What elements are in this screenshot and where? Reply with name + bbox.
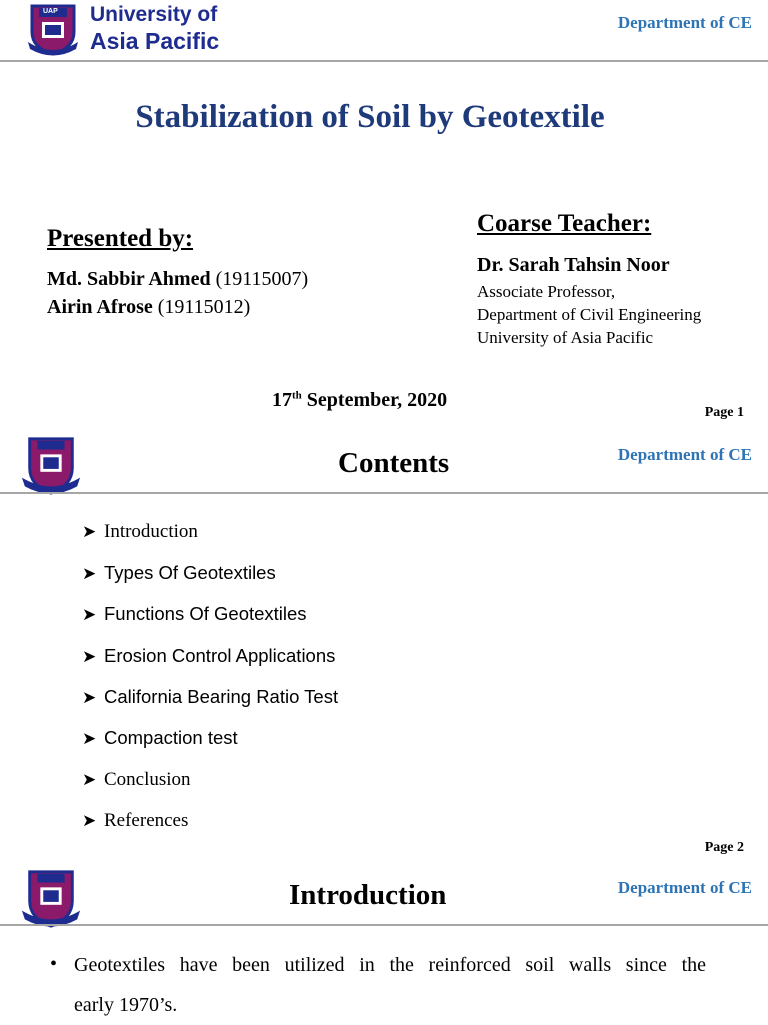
header-divider	[0, 492, 768, 494]
slide-3	[0, 866, 768, 1024]
logo-line-2: Asia Pacific	[90, 28, 220, 54]
list-item-cbr: ➤ California Bearing Ratio Test	[82, 686, 339, 707]
teacher-heading: Coarse Teacher:	[477, 210, 652, 237]
slide-title: Stabilization of Soil by Geotextile	[135, 99, 605, 135]
logo-line-1: University of	[90, 3, 218, 26]
teacher-affiliation	[477, 280, 701, 349]
presentation-date	[272, 389, 447, 412]
list-item-erosion: ➤ Erosion Control Applications	[82, 645, 336, 666]
date-rest: September, 2020	[301, 389, 448, 411]
university-crest-icon	[20, 868, 82, 930]
date-day: 17	[272, 389, 292, 411]
teacher-department: Department of Civil Engineering	[477, 305, 702, 324]
page-number: Page 2	[704, 840, 744, 855]
bullet-point: •	[50, 953, 58, 975]
slide-title: Contents	[338, 447, 450, 479]
logo-badge: UAP	[43, 8, 58, 15]
presented-by-heading: Presented by:	[47, 225, 194, 252]
date-suffix: th	[292, 389, 302, 402]
presenter-1-id: (19115007)	[215, 268, 309, 290]
page-number: Page 1	[704, 405, 744, 420]
university-crest-icon	[20, 435, 82, 497]
arrow-bullet-icon: ➤	[82, 729, 97, 748]
teacher-university: University of Asia Pacific	[477, 328, 654, 347]
slide-1	[0, 0, 768, 433]
slide-2	[0, 433, 768, 866]
presenter-1-name: Md. Sabbir Ahmed	[47, 268, 211, 290]
intro-paragraph	[74, 945, 706, 1025]
arrow-bullet-icon: ➤	[82, 770, 97, 789]
list-item-introduction: ➤ Introduction	[82, 521, 198, 542]
teacher-title: Associate Professor,	[477, 282, 616, 301]
arrow-bullet-icon: ➤	[82, 522, 97, 541]
teacher-name: Dr. Sarah Tahsin Noor	[477, 254, 670, 276]
department-label: Department of CE	[617, 878, 752, 897]
list-item-functions: ➤ Functions Of Geotextiles	[82, 603, 307, 624]
list-item-references: ➤ References	[82, 810, 189, 831]
arrow-bullet-icon: ➤	[82, 811, 97, 830]
presenter-2-name: Airin Afrose	[47, 296, 153, 318]
header-divider	[0, 924, 768, 926]
department-label: Department of CE	[617, 445, 752, 464]
arrow-bullet-icon: ➤	[82, 688, 97, 707]
arrow-bullet-icon: ➤	[82, 605, 97, 624]
intro-line-1: Geotextiles have been utilized in the reinforced soil walls since the	[74, 954, 706, 976]
presenter-2-id: (19115012)	[157, 296, 251, 318]
list-item-compaction: ➤ Compaction test	[82, 727, 238, 748]
arrow-bullet-icon: ➤	[82, 564, 97, 583]
presenter-2	[47, 296, 250, 319]
list-item-conclusion: ➤ Conclusion	[82, 769, 191, 790]
presenter-1	[47, 268, 308, 291]
arrow-bullet-icon: ➤	[82, 647, 97, 666]
list-item-types: ➤ Types Of Geotextiles	[82, 562, 276, 583]
intro-line-2: early 1970’s.	[74, 994, 178, 1016]
header-divider	[0, 60, 768, 62]
department-label: Department of CE	[617, 13, 752, 32]
slide-title: Introduction	[289, 879, 447, 911]
